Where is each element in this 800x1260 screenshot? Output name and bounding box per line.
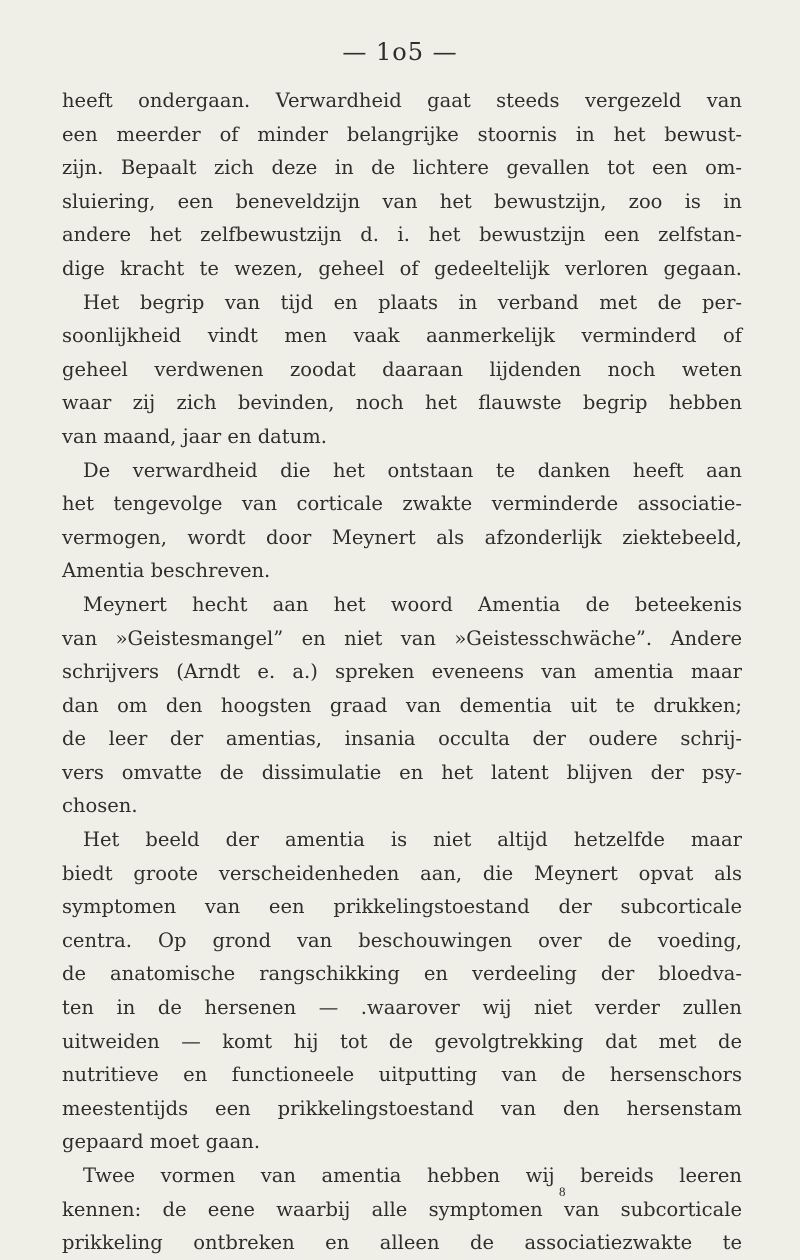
- text-line: de leer der amentias, insania occulta der oudere schrij-: [62, 727, 742, 751]
- text-line: biedt groote verscheidenheden aan, die Meynert opvat als: [62, 861, 742, 885]
- text-line: dige kracht te wezen, geheel of gedeeltelijk verloren gegaan.: [62, 256, 742, 280]
- text-line: andere het zelfbewustzijn d. i. het bewustzijn een zelfstan-: [62, 223, 742, 247]
- text-line: Twee vormen van amentia hebben wij bereids leeren: [83, 1164, 742, 1187]
- text-line: van »Geistesmangel” en niet van »Geistesschwäche”. Andere: [62, 626, 742, 650]
- text-line: meestentijds een prikkelingstoestand van den hersenstam: [62, 1096, 742, 1120]
- text-line: Meynert hecht aan het woord Amentia de beteekenis: [83, 592, 742, 616]
- text-line: Het begrip van tijd en plaats in verband met de per-: [83, 290, 742, 314]
- text-line: waar zij zich bevinden, noch het flauwste begrip hebben: [62, 391, 742, 415]
- text-line: Het beeld der amentia is niet altijd hetzelfde maar: [83, 828, 742, 852]
- text-line: gepaard moet gaan.: [62, 1130, 261, 1154]
- text-line: van maand, jaar en datum.: [62, 424, 327, 448]
- text-line: sluiering, een beneveldzijn van het bewustzijn, zoo is in: [62, 189, 742, 213]
- text-line: uitweiden — komt hij tot de gevolgtrekking dat met de: [62, 1029, 742, 1053]
- text-line: centra. Op grond van beschouwingen over de voeding,: [62, 928, 742, 952]
- text-line: geheel verdwenen zoodat daaraan lijdenden noch weten: [62, 357, 742, 381]
- text-line: kennen: de eene waarbij alle symptomen van subcorticale: [62, 1197, 742, 1221]
- page-number: — 1o5 —: [342, 38, 458, 66]
- text-line: vers omvatte de dissimulatie en het latent blijven der psy-: [62, 760, 742, 784]
- text-line: De verwardheid die het ontstaan te danken heeft aan: [83, 458, 742, 482]
- text-line: soonlijkheid vindt men vaak aanmerkelijk verminderd of: [62, 324, 742, 348]
- text-line: heeft ondergaan. Verwardheid gaat steeds vergezeld van: [62, 89, 742, 112]
- text-line: de anatomische rangschikking en verdeeling der bloedva-: [62, 962, 742, 986]
- text-line: vermogen, wordt door Meynert als afzonderlijk ziektebeeld,: [62, 525, 742, 549]
- signature-mark: 8: [559, 1184, 566, 1199]
- text-line: chosen.: [62, 794, 138, 818]
- text-line: zijn. Bepaalt zich deze in de lichtere gevallen tot een om-: [62, 156, 742, 180]
- text-line: dan om den hoogsten graad van dementia uit te drukken;: [62, 693, 742, 717]
- text-line: symptomen van een prikkelingstoestand der subcorticale: [62, 895, 742, 919]
- text-line: een meerder of minder belangrijke stoornis in het bewust-: [62, 122, 742, 146]
- text-line: het tengevolge van corticale zwakte verminderde associatie-: [62, 492, 742, 516]
- text-line: nutritieve en functioneele uitputting van de hersenschors: [62, 1063, 742, 1087]
- text-line: prikkeling ontbreken en alleen de associatiezwakte te: [62, 1231, 742, 1255]
- text-line: ten in de hersenen — .waarover wij niet verder zullen: [62, 996, 742, 1020]
- text-line: Amentia beschreven.: [62, 559, 271, 583]
- body-text: [62, 84, 742, 1260]
- text-line: schrijvers (Arndt e. a.) spreken eveneens van amentia maar: [62, 660, 742, 684]
